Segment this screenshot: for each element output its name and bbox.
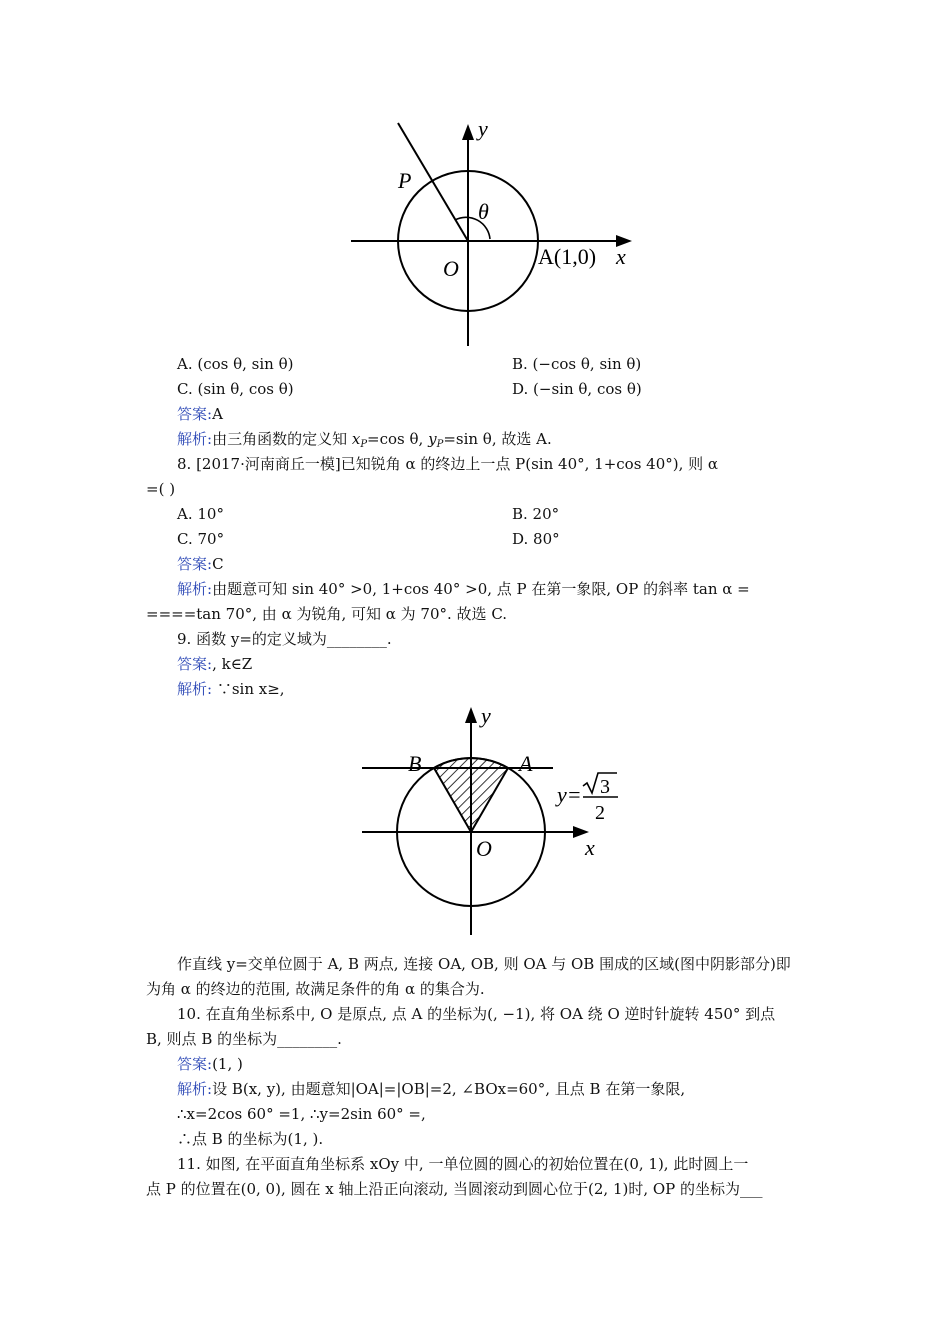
answer-label: 答案: xyxy=(177,405,213,423)
q7-option-b: B. (−cos θ, sin θ) xyxy=(512,355,642,373)
q9-after-2: 为角 α 的终边的范围, 故满足条件的角 α 的集合为. xyxy=(146,980,485,998)
figure-background xyxy=(355,703,625,948)
label-a: A(1,0) xyxy=(538,244,597,269)
q8-option-b: B. 20° xyxy=(512,505,560,523)
label-o: O xyxy=(476,836,492,861)
q10-stem-1: 10. 在直角坐标系中, O 是原点, 点 A 的坐标为(, −1), 将 OA 绕 O 逆时针旋转 450° 到点 xyxy=(177,1005,776,1023)
analysis-text: 设 B(x, y), 由题意知|OA|=|OB|=2, ∠BOx=60°, 且点 B 在第一象限, xyxy=(212,1080,686,1098)
answer-value: A xyxy=(212,405,223,423)
q7-option-c: C. (sin θ, cos θ) xyxy=(177,380,294,398)
y-p-sub: P xyxy=(436,439,444,450)
answer-label: 答案: xyxy=(177,1055,213,1073)
analysis-text: 由三角函数的定义知 xyxy=(212,430,352,448)
q8-analysis-1 xyxy=(177,579,750,599)
q10-analysis-3: ∴点 B 的坐标为(1, ). xyxy=(177,1130,324,1148)
q10-answer xyxy=(177,1054,243,1074)
answer-value: (1, ) xyxy=(212,1055,243,1073)
label-b: B xyxy=(408,751,422,776)
q10-stem-2: B, 则点 B 的坐标为________. xyxy=(146,1030,342,1048)
q9-analysis xyxy=(177,679,285,699)
label-theta: θ xyxy=(478,199,489,224)
equation-numerator: 3 xyxy=(600,776,610,798)
answer-label: 答案: xyxy=(177,655,213,673)
q8-answer xyxy=(177,554,224,574)
analysis-label: 解析: xyxy=(177,430,213,448)
q11-stem-2: 点 P 的位置在(0, 0), 圆在 x 轴上沿正向滚动, 当圆滚动到圆心位于(2, 1)时, OP 的坐标为___ xyxy=(146,1180,763,1198)
analysis-label: 解析: xyxy=(177,1080,213,1098)
figure-shaded-sector xyxy=(355,703,625,948)
q7-analysis xyxy=(177,429,552,449)
q10-analysis-1 xyxy=(177,1079,685,1099)
figure-background xyxy=(348,118,638,350)
q7-option-a: A. (cos θ, sin θ) xyxy=(177,355,294,373)
q8-option-d: D. 80° xyxy=(512,530,560,548)
label-a: A xyxy=(519,751,533,776)
answer-value: , k∈Z xyxy=(212,655,253,673)
x-p-sub: P xyxy=(360,439,368,450)
q8-option-a: A. 10° xyxy=(177,505,224,523)
equation-denominator: 2 xyxy=(595,802,605,824)
label-o: O xyxy=(443,256,459,281)
label-p: P xyxy=(398,168,412,193)
q10-analysis-2: ∴x=2cos 60° =1, ∴y=2sin 60° =, xyxy=(177,1105,426,1123)
answer-value: C xyxy=(212,555,224,573)
label-y: y xyxy=(478,118,488,141)
analysis-text: =sin θ, 故选 A. xyxy=(443,430,552,448)
equation-lhs: y= xyxy=(557,782,582,807)
label-y: y xyxy=(481,703,491,728)
q7-answer xyxy=(177,404,223,424)
x-p: x xyxy=(351,430,361,448)
q8-stem-1: 8. [2017·河南商丘一模]已知锐角 α 的终边上一点 P(sin 40°, 1+cos 40°), 则 α xyxy=(177,455,719,473)
q9-stem: 9. 函数 y=的定义域为________. xyxy=(177,630,392,648)
label-x: x xyxy=(616,244,626,269)
q11-stem-1: 11. 如图, 在平面直角坐标系 xOy 中, 一单位圆的圆心的初始位置在(0, 1), 此时圆上一 xyxy=(177,1155,749,1173)
q9-after-1: 作直线 y=交单位圆于 A, B 两点, 连接 OA, OB, 则 OA 与 OB 围成的区域(图中阴影部分)即 xyxy=(177,955,791,973)
label-x: x xyxy=(585,835,595,860)
analysis-text: ∵sin x≥, xyxy=(212,680,285,698)
y-p: y xyxy=(428,430,437,448)
answer-label: 答案: xyxy=(177,555,213,573)
analysis-label: 解析: xyxy=(177,580,213,598)
q7-option-d: D. (−sin θ, cos θ) xyxy=(512,380,642,398)
q8-option-c: C. 70° xyxy=(177,530,225,548)
q8-stem-2: =( ) xyxy=(146,480,176,498)
figure-unit-circle-p xyxy=(348,118,638,350)
analysis-text: =cos θ, xyxy=(367,430,429,448)
q8-analysis-2: ====tan 70°, 由 α 为锐角, 可知 α 为 70°. 故选 C. xyxy=(146,605,508,623)
analysis-text: 由题意可知 sin 40° >0, 1+cos 40° >0, 点 P 在第一象限, OP 的斜率 tan α = xyxy=(212,580,750,598)
analysis-label: 解析: xyxy=(177,680,213,698)
q9-answer xyxy=(177,654,252,674)
